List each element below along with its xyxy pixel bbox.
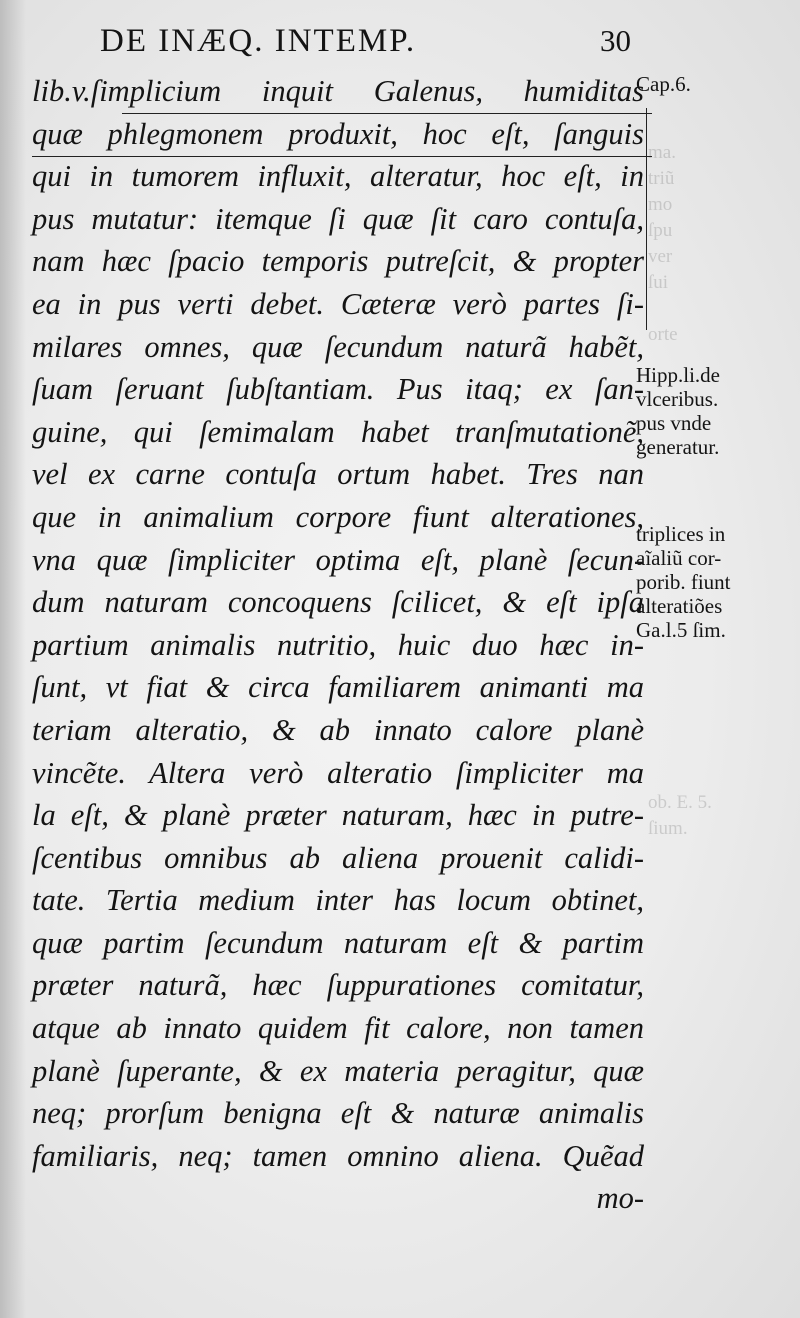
page-number: 30 (600, 23, 631, 58)
text-line: ſuam ſeruant ſubſtantiam. Pus itaq; ex ſan- (32, 372, 644, 407)
text-line: dum naturam concoquens ſcilicet, & eſt ipſa (32, 585, 644, 620)
text-line: lib.v.ſimplicium inquit Galenus, humiditas (32, 74, 644, 108)
text-line: milares omnes, quæ ſecundum naturã habẽt, (32, 329, 644, 364)
text-line: ſunt, vt fiat & circa familiarem animanti ma (32, 670, 644, 705)
text-line: partium animalis nutritio, huic duo hæc in- (32, 627, 644, 662)
marginal-note-chapter (636, 72, 691, 96)
text-line: ea in pus verti debet. Cæteræ verò partes ſi- (32, 286, 644, 321)
text-line: atque ab innato quidem fit calore, non tamen (32, 1011, 644, 1046)
text-line: que in animalium corpore fiunt alterationes, (32, 499, 644, 534)
marked-passage-side-rule (646, 108, 647, 330)
marginal-note-alterations (636, 522, 731, 642)
text-line: la eſt, & planè præter naturam, hæc in putre- (32, 798, 644, 833)
text-line: vincẽte. Altera verò alteratio ſimpliciter ma (32, 755, 644, 790)
text-line: ſcentibus omnibus ab aliena prouenit calidi- (32, 840, 644, 875)
text-line: qui in tumorem influxit, alteratur, hoc eſt, in (32, 159, 644, 194)
text-line: vna quæ ſimpliciter optima eſt, planè ſecun- (32, 542, 644, 577)
marginal-note-line: vlceribus. (636, 387, 719, 411)
marginal-note-line: Cap.6. (636, 72, 691, 96)
text-line: guine, qui ſemimalam habet tranſmutationẽ, (32, 414, 644, 449)
marginal-note-line: Hipp.li.de (636, 363, 720, 387)
marginal-note-line: Ga.l.5 ſim. (636, 618, 726, 642)
marginal-note-line: generatur. (636, 435, 720, 459)
marginal-note-line: triplices in (636, 522, 726, 546)
marginal-note-line: pus vnde (636, 411, 712, 435)
main-text-block (32, 70, 644, 1220)
text-line: tate. Tertia medium inter has locum obtinet, (32, 883, 644, 918)
text-line: neq; prorſum benigna eſt & naturæ animalis (32, 1096, 644, 1131)
marginal-note-line: porib. fiunt (636, 570, 731, 594)
page-header (100, 18, 640, 64)
text-line: vel ex carne contuſa ortum habet. Tres nan (32, 457, 644, 492)
running-head: DE INÆQ. INTEMP. (100, 23, 417, 59)
text-line: pus mutatur: itemque ſi quæ ſit caro contuſa, (32, 201, 644, 236)
text-line: teriam alteratio, & ab innato calore planè (32, 712, 644, 747)
catchword: mo- (596, 1181, 644, 1216)
marginal-note-line: aĩaliũ cor- (636, 546, 722, 570)
text-line: præter naturã, hæc ſuppurationes comitatur, (32, 968, 644, 1003)
text-line: familiaris, neq; tamen omnino aliena. Quẽad (32, 1138, 644, 1173)
show-through-text: ma. triũ mo ſpu ver ſui orte (648, 142, 678, 345)
marginal-note-line: alteratiões (636, 594, 723, 618)
marginal-note-hippocrates (636, 363, 720, 459)
text-line: quæ partim ſecundum naturam eſt & partim (32, 925, 644, 960)
show-through-text: ob. E. 5. ſium. (648, 792, 712, 839)
text-line: nam hæc ſpacio temporis putreſcit, & propter (32, 244, 644, 279)
text-line: quæ phlegmonem produxit, hoc eſt, ſanguis (32, 116, 644, 151)
text-line: planè ſuperante, & ex materia peragitur, quæ (32, 1053, 644, 1088)
